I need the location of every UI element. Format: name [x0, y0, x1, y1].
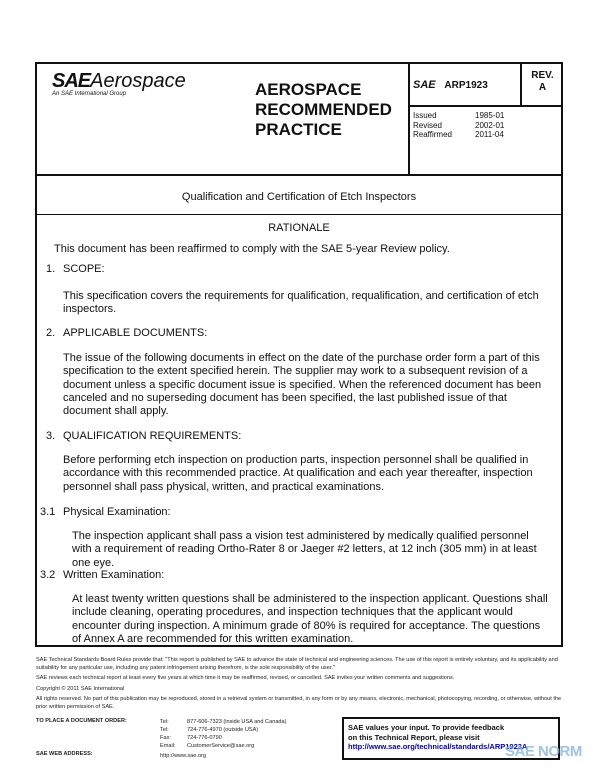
revision-cell: [522, 70, 563, 94]
section-title: QUALIFICATION REQUIREMENTS:: [63, 430, 242, 442]
document-title: Qualification and Certification of Etch Inspectors: [181, 191, 417, 203]
logo-aerospace: Aerospace: [90, 70, 186, 92]
email-link[interactable]: CustomerService@sae.org: [187, 743, 255, 749]
rev-value: A: [538, 82, 547, 93]
section-2-heading: [46, 327, 207, 339]
document-type: [255, 80, 392, 140]
logo-subtitle: An SAE International Group: [52, 91, 127, 97]
section-3-heading: [46, 430, 241, 442]
date-label: Reaffirmed: [413, 130, 452, 139]
contact-value: 724-776-4970 (outside USA): [187, 727, 259, 733]
contact-label: Tel:: [160, 719, 169, 725]
section-1-text: This specification covers the requirements for qualification, requalification, and certification of etch inspectors.: [63, 290, 539, 316]
section-title: APPLICABLE DOCUMENTS:: [63, 327, 208, 339]
section-title: SCOPE:: [63, 263, 105, 275]
contact-label: Email:: [160, 743, 176, 749]
feedback-link[interactable]: http://www.sae.org/technical/standards/ARP1923A: [348, 742, 528, 751]
doc-number: ARP1923: [444, 80, 488, 91]
footer-review: SAE reviews each technical report at least every five years at which time it may be reaffirmed, revised, or cancelled. SAE invites your written comments and suggestions.: [36, 675, 455, 681]
contact-value: 724-776-0790: [187, 735, 222, 741]
date-value: 2002-01: [475, 120, 505, 130]
section-number: 1.: [46, 263, 56, 275]
sae-mark: SAE: [413, 79, 436, 91]
section-3-text: Before performing etch inspection on production parts, inspection personnel shall be qualified in accordance with this recommended practice. At qualification and each year thereafter, inspection personnel shall pass physical, written, and practical examinations.: [63, 454, 533, 493]
footer-copyright: Copyright © 2011 SAE International: [36, 685, 125, 692]
doc-type-line: RECOMMENDED: [255, 100, 392, 119]
footer-rules: SAE Technical Standards Board Rules provide that: "This report is published by SAE to advance the state of technical and engineering sciences. The use of this report is entirely voluntary, and its applicability and suitability for any particular use, including any patent infringement arising therefrom, is the sole responsibility of the user.": [36, 657, 558, 671]
section-title: Physical Examination:: [63, 506, 171, 518]
footer-notes: [36, 657, 566, 711]
section-3-1-heading: [40, 506, 171, 518]
doc-type-line: PRACTICE: [255, 120, 342, 139]
sae-aerospace-logo: [52, 70, 186, 97]
footer-rights: All rights reserved. No part of this publication may be reproduced, stored in a retrieval system or transmitted, in any form or by any means, electronic, mechanical, photocopying, recording, or otherwise, without the prior written permission of SAE.: [36, 696, 562, 710]
rev-label: REV.: [531, 70, 554, 81]
contact-label: Tel:: [160, 727, 169, 733]
contact-value: 877-606-7323 (inside USA and Canada): [187, 719, 287, 725]
section-1-heading: [46, 263, 105, 275]
section-number: 3.2: [40, 569, 56, 581]
logo-sae: SAE: [52, 70, 91, 92]
date-value: 2011-04: [475, 130, 504, 139]
doc-type-line: AEROSPACE: [255, 80, 362, 99]
date-label: Issued: [413, 111, 437, 120]
section-3-2-text: At least twenty written questions shall be administered to the inspection applicant. Questions shall include cleaning, operating procedures, and inspection techniques that the applicant would encounter during inspection. A minimum grade of 80% is required for acceptance. The questions of Annex A are recommended for this written examination.: [72, 593, 548, 645]
section-title: Written Examination:: [63, 569, 165, 581]
section-number: 3.: [46, 430, 56, 442]
contact-list: [160, 718, 287, 760]
date-value: 1985-01: [475, 111, 505, 120]
section-number: 2.: [46, 327, 56, 339]
rationale-heading: RATIONALE: [268, 222, 330, 234]
rationale-text: This document has been reaffirmed to comply with the SAE 5-year Review policy.: [54, 243, 450, 255]
sae-norm-watermark: SAE NORM: [505, 743, 582, 760]
order-label: TO PLACE A DOCUMENT ORDER:: [36, 718, 127, 724]
contact-label: Fax:: [160, 735, 171, 741]
web-address-label: SAE WEB ADDRESS:: [36, 751, 93, 757]
web-address-link[interactable]: http://www.sae.org: [160, 753, 207, 759]
feedback-text: SAE values your input. To provide feedback: [348, 723, 505, 732]
section-3-2-heading: [40, 569, 164, 581]
dates-table: [413, 111, 504, 140]
feedback-text: on this Technical Report, please visit: [348, 732, 480, 742]
section-3-1-text: The inspection applicant shall pass a vision test administered by medically qualified personnel with a requirement of reading Ortho-Rater 8 or Jaeger #2 letters, at 12 inch (305 mm) in at least one eye.: [72, 530, 537, 569]
section-number: 3.1: [40, 506, 56, 518]
date-label: Revised: [413, 120, 442, 130]
doc-number-cell: [413, 79, 488, 91]
section-2-text: The issue of the following documents in effect on the date of the purchase order form a part of this specification to the extent specified herein. The supplier may work to a subsequent revision of a document unless a specific document issue is specified. When the referenced document has been canceled and no superseding document has been specified, the last published issue of that document shall apply.: [63, 352, 542, 418]
